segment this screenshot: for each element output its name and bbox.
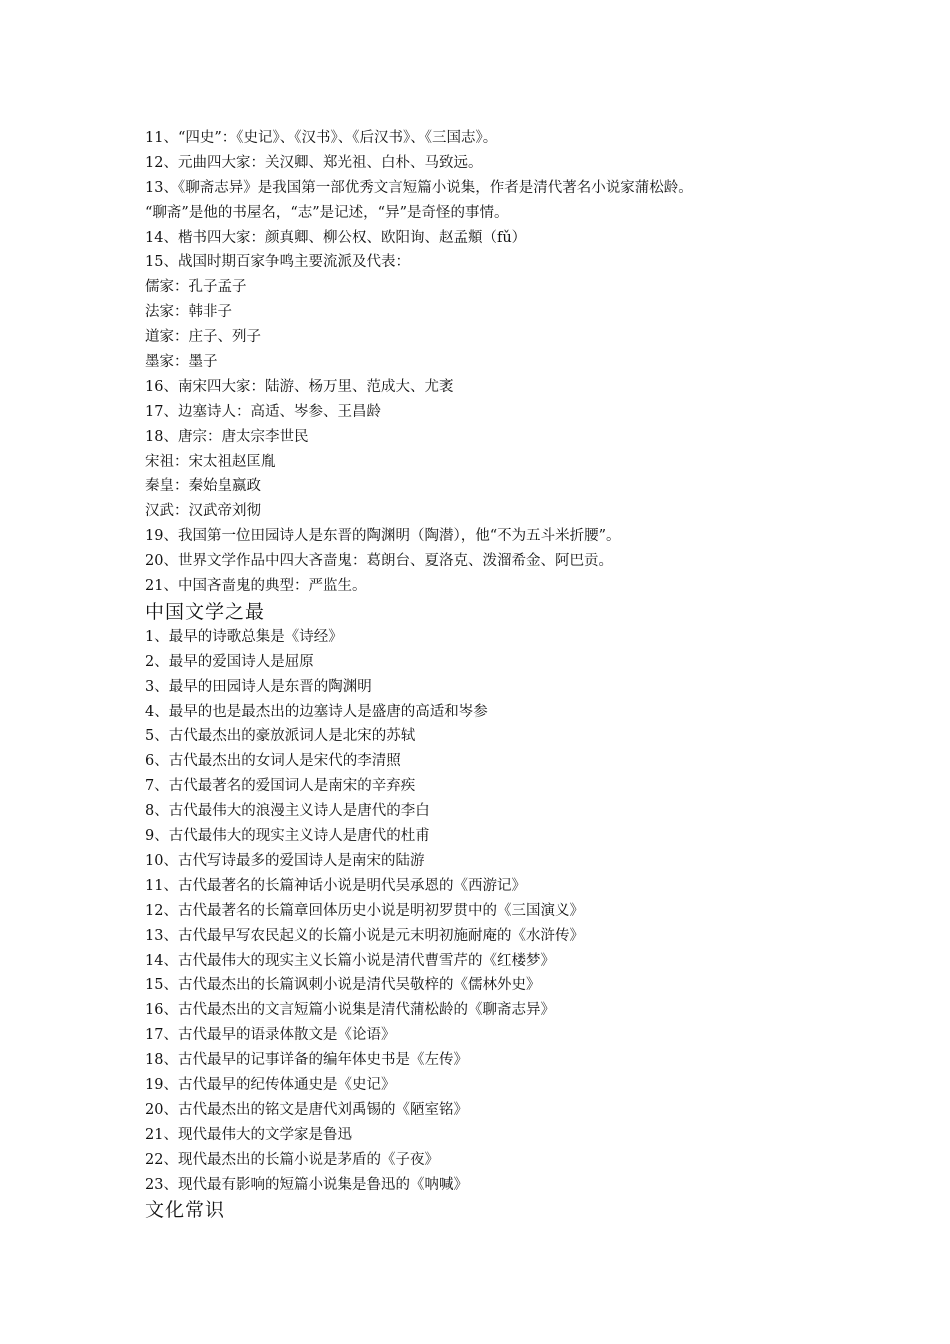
text-line: 19、我国第一位田园诗人是东晋的陶渊明（陶潜），他“不为五斗米折腰”。 [145,528,621,545]
text-line: 5、古代最杰出的豪放派词人是北宋的苏轼 [145,728,416,745]
text-line: 13、古代最早写农民起义的长篇小说是元末明初施耐庵的《水浒传》 [145,927,584,944]
text-line: 23、现代最有影响的短篇小说集是鲁迅的《呐喊》 [145,1176,468,1193]
text-line: “聊斋”是他的书屋名，“志”是记述，“异”是奇怪的事情。 [145,204,509,221]
text-line: 8、古代最伟大的浪漫主义诗人是唐代的李白 [145,803,430,820]
section-cultural-knowledge [145,1197,865,1223]
text-line: 16、南宋四大家：陆游、杨万里、范成大、尤袤 [145,378,454,395]
text-line: 15、战国时期百家争鸣主要流派及代表： [145,254,410,271]
text-line: 20、古代最杰出的铭文是唐代刘禹锡的《陋室铭》 [145,1101,468,1118]
text-line: 儒家：孔子孟子 [145,279,247,296]
text-line: 墨家：墨子 [145,354,218,371]
section-heading: 中国文学之最 [145,600,266,623]
text-line: 22、现代最杰出的长篇小说是茅盾的《子夜》 [145,1151,439,1168]
text-line: 18、唐宗：唐太宗李世民 [145,428,309,445]
text-line: 15、古代最杰出的长篇讽刺小说是清代吴敬梓的《儒林外史》 [145,977,541,994]
text-line: 18、古代最早的记事详备的编年体史书是《左传》 [145,1052,468,1069]
text-line: 汉武：汉武帝刘彻 [145,503,261,520]
text-line: 12、元曲四大家：关汉卿、郑光祖、白朴、马致远。 [145,154,483,171]
text-line: 12、古代最著名的长篇章回体历史小说是明初罗贯中的《三国演义》 [145,902,584,919]
text-line: 21、中国吝啬鬼的典型：严监生。 [145,578,367,595]
text-line: 10、古代写诗最多的爱国诗人是南宋的陆游 [145,852,425,869]
text-line: 14、古代最伟大的现实主义长篇小说是清代曹雪芹的《红楼梦》 [145,952,555,969]
text-line: 7、古代最著名的爱国词人是南宋的辛弃疾 [145,778,416,795]
text-line: 21、现代最伟大的文学家是鲁迅 [145,1126,352,1143]
text-line: 20、世界文学作品中四大吝啬鬼：葛朗台、夏洛克、泼溜希金、阿巴贡。 [145,553,613,570]
section-heading: 文化常识 [145,1199,226,1222]
text-line: 1、最早的诗歌总集是《诗经》 [145,628,343,645]
text-line: 9、古代最伟大的现实主义诗人是唐代的杜甫 [145,828,430,845]
text-line: 17、边塞诗人：高适、岑参、王昌龄 [145,403,381,420]
text-line: 11、“四史”：《史记》、《汉书》、《后汉书》、《三国志》。 [145,130,498,146]
text-line: 道家：庄子、列子 [145,329,261,346]
text-line: 14、楷书四大家：颜真卿、柳公权、欧阳询、赵孟頫（fǔ） [145,229,527,246]
text-line: 11、古代最著名的长篇神话小说是明代吴承恩的《西游记》 [145,877,526,894]
text-line: 法家：韩非子 [145,304,232,321]
text-line: 3、最早的田园诗人是东晋的陶渊明 [145,678,372,695]
section-cultural-facts [145,126,865,599]
section-chinese-literature-firsts [145,599,865,1197]
text-line: 宋祖：宋太祖赵匡胤 [145,453,276,470]
text-line: 17、古代最早的语录体散文是《论语》 [145,1027,396,1044]
document-page [145,126,865,1223]
text-line: 6、古代最杰出的女词人是宋代的李清照 [145,753,401,770]
text-line: 19、古代最早的纪传体通史是《史记》 [145,1076,396,1093]
text-line: 13、《聊斋志异》是我国第一部优秀文言短篇小说集，作者是清代著名小说家蒲松龄。 [145,179,693,196]
text-line: 4、最早的也是最杰出的边塞诗人是盛唐的高适和岑参 [145,703,488,720]
text-line: 2、最早的爱国诗人是屈原 [145,653,314,670]
text-line: 16、古代最杰出的文言短篇小说集是清代蒲松龄的《聊斋志异》 [145,1002,555,1019]
text-line: 秦皇：秦始皇嬴政 [145,478,261,495]
